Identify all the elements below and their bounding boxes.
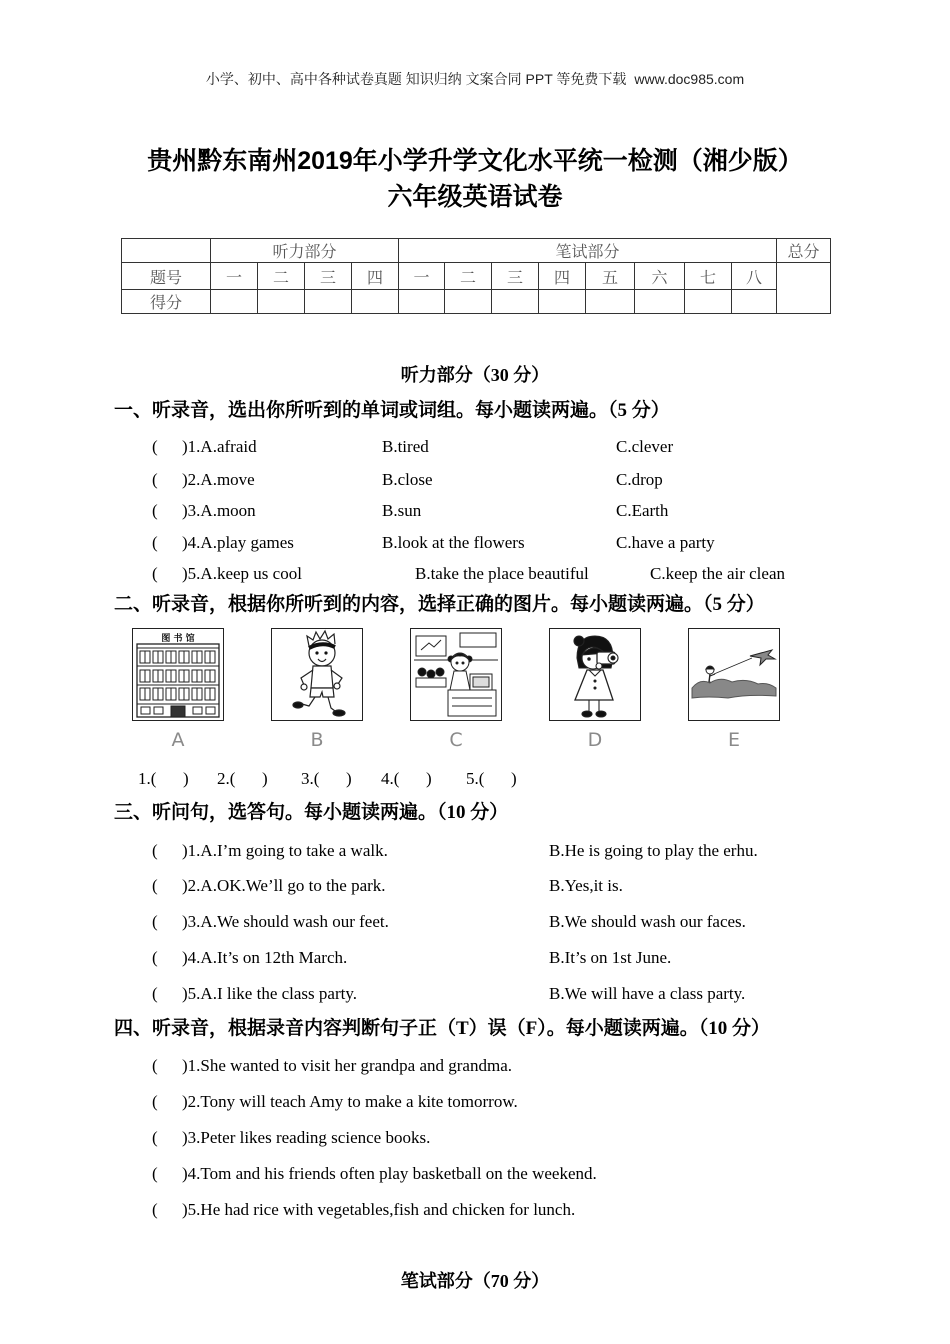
picture-option-c [410,628,502,721]
answer-number: 2. [217,769,230,788]
s4-question-3 [0,1127,950,1149]
question-number: 3. [187,501,201,520]
option-a: A.moon [200,501,256,520]
score-table-score-row [122,290,831,314]
answer-blank-open: ( [313,769,320,788]
written-col: 四 [539,263,586,290]
question-stem [182,911,389,933]
written-col: 六 [635,263,685,290]
written-col: 一 [399,263,445,290]
score-cell [586,290,635,314]
s3-question-2 [0,875,950,897]
picture-option-b [271,628,363,721]
answer-blank-open: ( [152,1092,158,1111]
score-table-number-row [122,263,831,290]
answer-blank-open: ( [152,984,158,1003]
question-stem [182,983,357,1005]
answer-blank-close: ) [182,841,188,860]
question-stem [182,1091,518,1113]
answer-blank-open: ( [393,769,400,788]
answer-number: 3. [301,769,314,788]
answer-blank-close: ) [182,437,188,456]
written-col: 五 [586,263,635,290]
section-2-title: 二、听录音，根据你所听到的内容，选择正确的图片。每小题读两遍。（5 分） [114,594,765,615]
answer-blank-open: ( [152,912,158,931]
answer-blank-close: ) [182,501,188,520]
option-b: B.He is going to play the erhu. [549,841,758,860]
answer-blank-close: ) [182,1092,188,1111]
listening-col: 三 [305,263,352,290]
row-label-score: 得分 [122,290,211,314]
answer-blank-close: ) [426,769,432,788]
listening-col: 二 [258,263,305,290]
question-number: 1. [187,841,201,860]
s1-question-5 [0,563,950,585]
question-number: 2. [187,1092,201,1111]
page-header [0,70,950,88]
option-a: A.We should wash our feet. [200,912,389,931]
running-boy-picture [271,628,363,721]
s1-question-4 [0,532,950,554]
score-cell [492,290,539,314]
score-cell [539,290,586,314]
score-cell [685,290,732,314]
question-number: 5. [187,564,201,583]
question-stem [182,840,388,862]
question-number: 3. [187,912,201,931]
picture-option-e [688,628,780,721]
option-b: B.sun [382,501,422,520]
listening-col: 四 [352,263,399,290]
question-number: 4. [187,948,201,967]
score-cell [732,290,777,314]
answer-blank-close: ) [346,769,352,788]
written-part-header: 笔试部分 [399,239,777,263]
option-b: B.tired [382,437,429,456]
question-number: 5. [187,1200,201,1219]
score-cell [305,290,352,314]
option-c: C.have a party [616,533,715,552]
total-score-header: 总分 [777,239,831,263]
picture-label-b: B [310,729,324,751]
score-cell [352,290,399,314]
option-a: A.I like the class party. [200,984,357,1003]
option-c: C.Earth [616,501,669,520]
answer-blank-open: ( [152,470,158,489]
statement-text: He had rice with vegetables,fish and chicken for lunch. [200,1200,576,1219]
question-stem [182,563,302,585]
option-c: C.keep the air clean [650,564,785,583]
s1-question-2 [0,469,950,491]
picture-label-d: D [587,729,603,751]
score-table [121,238,831,314]
score-cell [211,290,258,314]
section-3-title: 三、听问句，选答句。每小题读两遍。（10 分） [114,802,509,823]
answer-blank-close: ) [182,984,188,1003]
answer-slot [301,768,319,790]
score-cell [445,290,492,314]
total-score-cell [777,263,831,314]
s4-question-2 [0,1091,950,1113]
option-a: A.play games [200,533,294,552]
answer-blank-close: ) [182,948,188,967]
answer-blank-open: ( [152,564,158,583]
picture-label-c: C [449,729,463,751]
question-number: 3. [187,1128,201,1147]
question-stem [182,469,255,491]
option-a: A.It’s on 12th March. [200,948,348,967]
question-stem [182,875,386,897]
answer-blank-open: ( [478,769,485,788]
question-stem [182,436,257,458]
row-label-number: 题号 [122,263,211,290]
answer-blank-open: ( [152,1128,158,1147]
answer-slot [217,768,235,790]
library-sign-text: 图 书 馆 [161,634,195,644]
s3-question-1 [0,840,950,862]
answer-blank-close: ) [182,912,188,931]
answer-blank-close: ) [182,1056,188,1075]
answer-blank-close: ) [182,533,188,552]
section-4-title: 四、听录音，根据录音内容判断句子正（T）误（F）。每小题读两遍。（10 分） [114,1018,771,1039]
question-number: 1. [187,437,201,456]
answer-number: 1. [138,769,151,788]
score-cell [258,290,305,314]
answer-blank-open: ( [152,501,158,520]
listening-col: 一 [211,263,258,290]
question-stem [182,532,294,554]
picture-option-d [549,628,641,721]
answer-blank-close: ) [183,769,189,788]
picture-option-a [132,628,224,721]
section-1-title: 一、听录音，选出你所听到的单词或词组。每小题读两遍。（5 分） [114,400,670,421]
statement-text: Tom and his friends often play basketball on the weekend. [200,1164,597,1183]
question-number: 2. [187,876,201,895]
option-a: A.I’m going to take a walk. [200,841,388,860]
question-number: 1. [187,1056,201,1075]
kite-flying-picture [688,628,780,721]
answer-blank-close: ) [182,470,188,489]
written-col: 七 [685,263,732,290]
option-a: A.move [200,470,255,489]
written-col: 三 [492,263,539,290]
answer-blank-open: ( [152,533,158,552]
answer-blank-open: ( [152,1056,158,1075]
exam-title: 贵州黔东南州2019年小学升学文化水平统一检测（湘少版） [147,147,803,175]
option-c: C.drop [616,470,663,489]
s4-question-1 [0,1055,950,1077]
question-stem [182,1163,597,1185]
score-cell [635,290,685,314]
option-b: B.It’s on 1st June. [549,948,672,967]
answer-blank-open: ( [152,876,158,895]
option-b: B.We will have a class party. [549,984,746,1003]
answer-blank-open: ( [152,841,158,860]
option-a: A.afraid [200,437,257,456]
option-a: A.OK.We’ll go to the park. [200,876,386,895]
question-stem [182,1199,575,1221]
answer-slot [466,768,484,790]
statement-text: Peter likes reading science books. [200,1128,431,1147]
library-picture [132,628,224,721]
question-stem [182,500,256,522]
written-part-title: 笔试部分（70 分） [400,1271,550,1291]
score-table-corner [122,239,211,263]
written-col: 二 [445,263,492,290]
option-b: B.close [382,470,433,489]
listening-part-header: 听力部分 [211,239,399,263]
option-b: B.take the place beautiful [415,564,589,583]
answer-blank-close: ) [262,769,268,788]
question-number: 4. [187,1164,201,1183]
s2-answer-row [0,768,950,790]
score-table-header-row [122,239,831,263]
option-c: C.clever [616,437,674,456]
question-stem [182,1055,512,1077]
s4-question-4 [0,1163,950,1185]
s1-question-1 [0,436,950,458]
score-cell [399,290,445,314]
girl-with-camera-picture [549,628,641,721]
picture-label-a: A [171,729,185,751]
answer-blank-close: ) [182,1164,188,1183]
option-a: A.keep us cool [200,564,302,583]
s3-question-3 [0,911,950,933]
answer-blank-close: ) [182,1200,188,1219]
answer-blank-open: ( [150,769,157,788]
question-number: 2. [187,470,201,489]
statement-text: Tony will teach Amy to make a kite tomorrow. [200,1092,518,1111]
picture-label-e: E [727,729,740,751]
written-col: 八 [732,263,777,290]
answer-slot [138,768,156,790]
answer-number: 5. [466,769,479,788]
answer-blank-close: ) [182,564,188,583]
question-stem [182,1127,430,1149]
option-b: B.Yes,it is. [549,876,623,895]
option-b: B.look at the flowers [382,533,525,552]
answer-number: 4. [381,769,394,788]
answer-blank-open: ( [229,769,236,788]
exam-subtitle: 六年级英语试卷 [387,183,563,211]
s1-question-3 [0,500,950,522]
answer-blank-open: ( [152,437,158,456]
s3-question-5 [0,983,950,1005]
s3-question-4 [0,947,950,969]
answer-blank-close: ) [182,1128,188,1147]
option-b: B.We should wash our faces. [549,912,746,931]
answer-blank-open: ( [152,1164,158,1183]
answer-blank-open: ( [152,1200,158,1219]
answer-slot [381,768,399,790]
header-url: www.doc985.com [634,71,745,87]
question-number: 5. [187,984,201,1003]
listening-part-title: 听力部分（30 分） [400,365,550,385]
header-text: 小学、初中、高中各种试卷真题 知识归纳 文案合同 PPT 等免费下载 [205,71,627,87]
question-stem [182,947,347,969]
s4-question-5 [0,1199,950,1221]
answer-blank-open: ( [152,948,158,967]
answer-blank-close: ) [182,876,188,895]
statement-text: She wanted to visit her grandpa and grandma. [200,1056,512,1075]
question-number: 4. [187,533,201,552]
answer-blank-close: ) [511,769,517,788]
classroom-picture [410,628,502,721]
